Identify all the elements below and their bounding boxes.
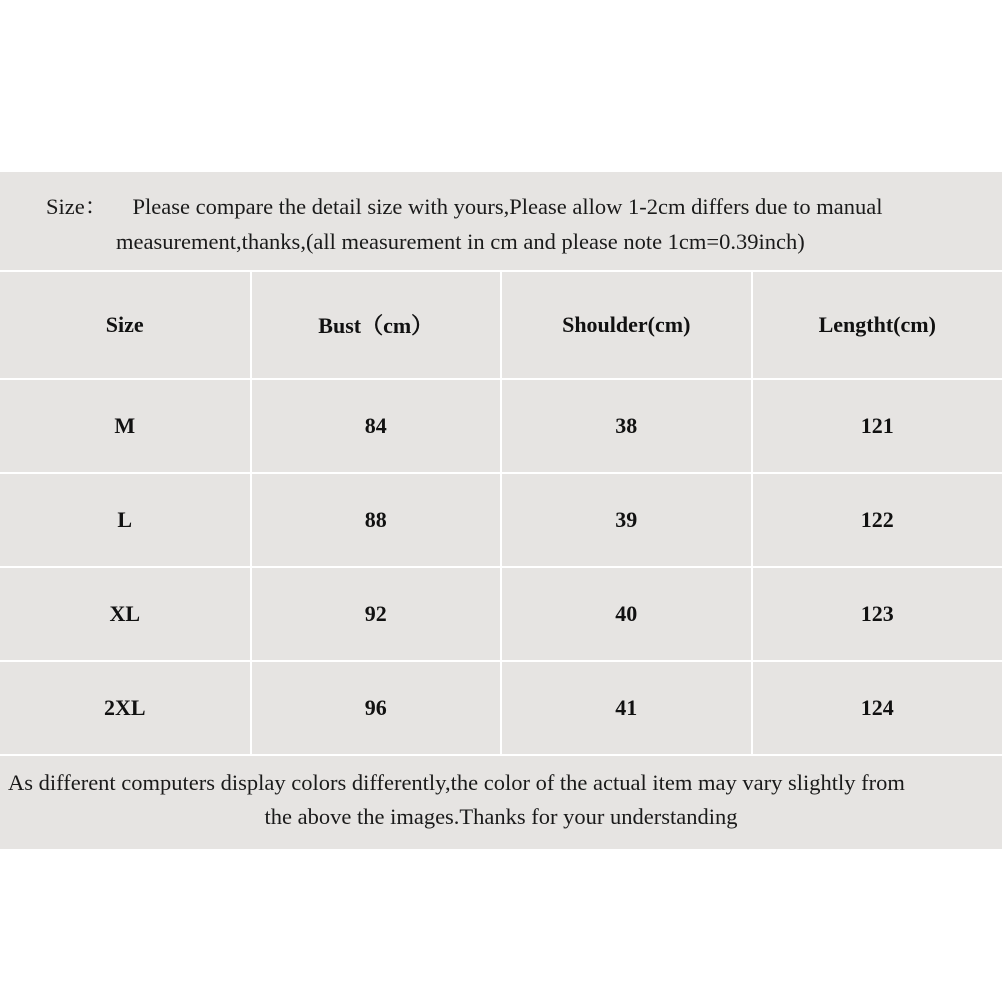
column-header-size: Size — [0, 271, 251, 379]
column-header-length: Lengtht(cm) — [752, 271, 1002, 379]
cell-length: 121 — [752, 379, 1002, 473]
cell-shoulder: 38 — [501, 379, 752, 473]
cell-length: 124 — [752, 661, 1002, 755]
cell-bust: 96 — [251, 661, 502, 755]
cell-length: 122 — [752, 473, 1002, 567]
cell-shoulder: 39 — [501, 473, 752, 567]
outro-note — [0, 756, 1002, 850]
column-header-bust: Bust（cm） — [251, 271, 502, 379]
outro-line-1: As different computers display colors differently,the color of the actual item may vary slightly from — [8, 769, 905, 795]
table-header-row — [0, 271, 1002, 379]
cell-shoulder: 41 — [501, 661, 752, 755]
cell-bust: 88 — [251, 473, 502, 567]
intro-text-2: measurement,thanks,(all measurement in cm and please note 1cm=0.39inch) — [116, 228, 805, 254]
size-chart-panel — [0, 172, 1002, 849]
cell-bust: 84 — [251, 379, 502, 473]
cell-size: XL — [0, 567, 251, 661]
column-header-shoulder: Shoulder(cm) — [501, 271, 752, 379]
cell-size: 2XL — [0, 661, 251, 755]
table-row — [0, 567, 1002, 661]
size-label: Size： — [46, 194, 108, 219]
cell-bust: 92 — [251, 567, 502, 661]
intro-line-1 — [0, 190, 1002, 225]
intro-note — [0, 172, 1002, 270]
table-row — [0, 473, 1002, 567]
outro-line-2: the above the images.Thanks for your understanding — [264, 803, 738, 829]
table-row — [0, 379, 1002, 473]
cell-size: M — [0, 379, 251, 473]
cell-size: L — [0, 473, 251, 567]
cell-length: 123 — [752, 567, 1002, 661]
intro-text-1: Please compare the detail size with yours,Please allow 1-2cm differs due to manual — [132, 194, 883, 219]
size-chart-table — [0, 270, 1002, 756]
table-row — [0, 661, 1002, 755]
intro-line-2 — [0, 225, 1002, 260]
cell-shoulder: 40 — [501, 567, 752, 661]
